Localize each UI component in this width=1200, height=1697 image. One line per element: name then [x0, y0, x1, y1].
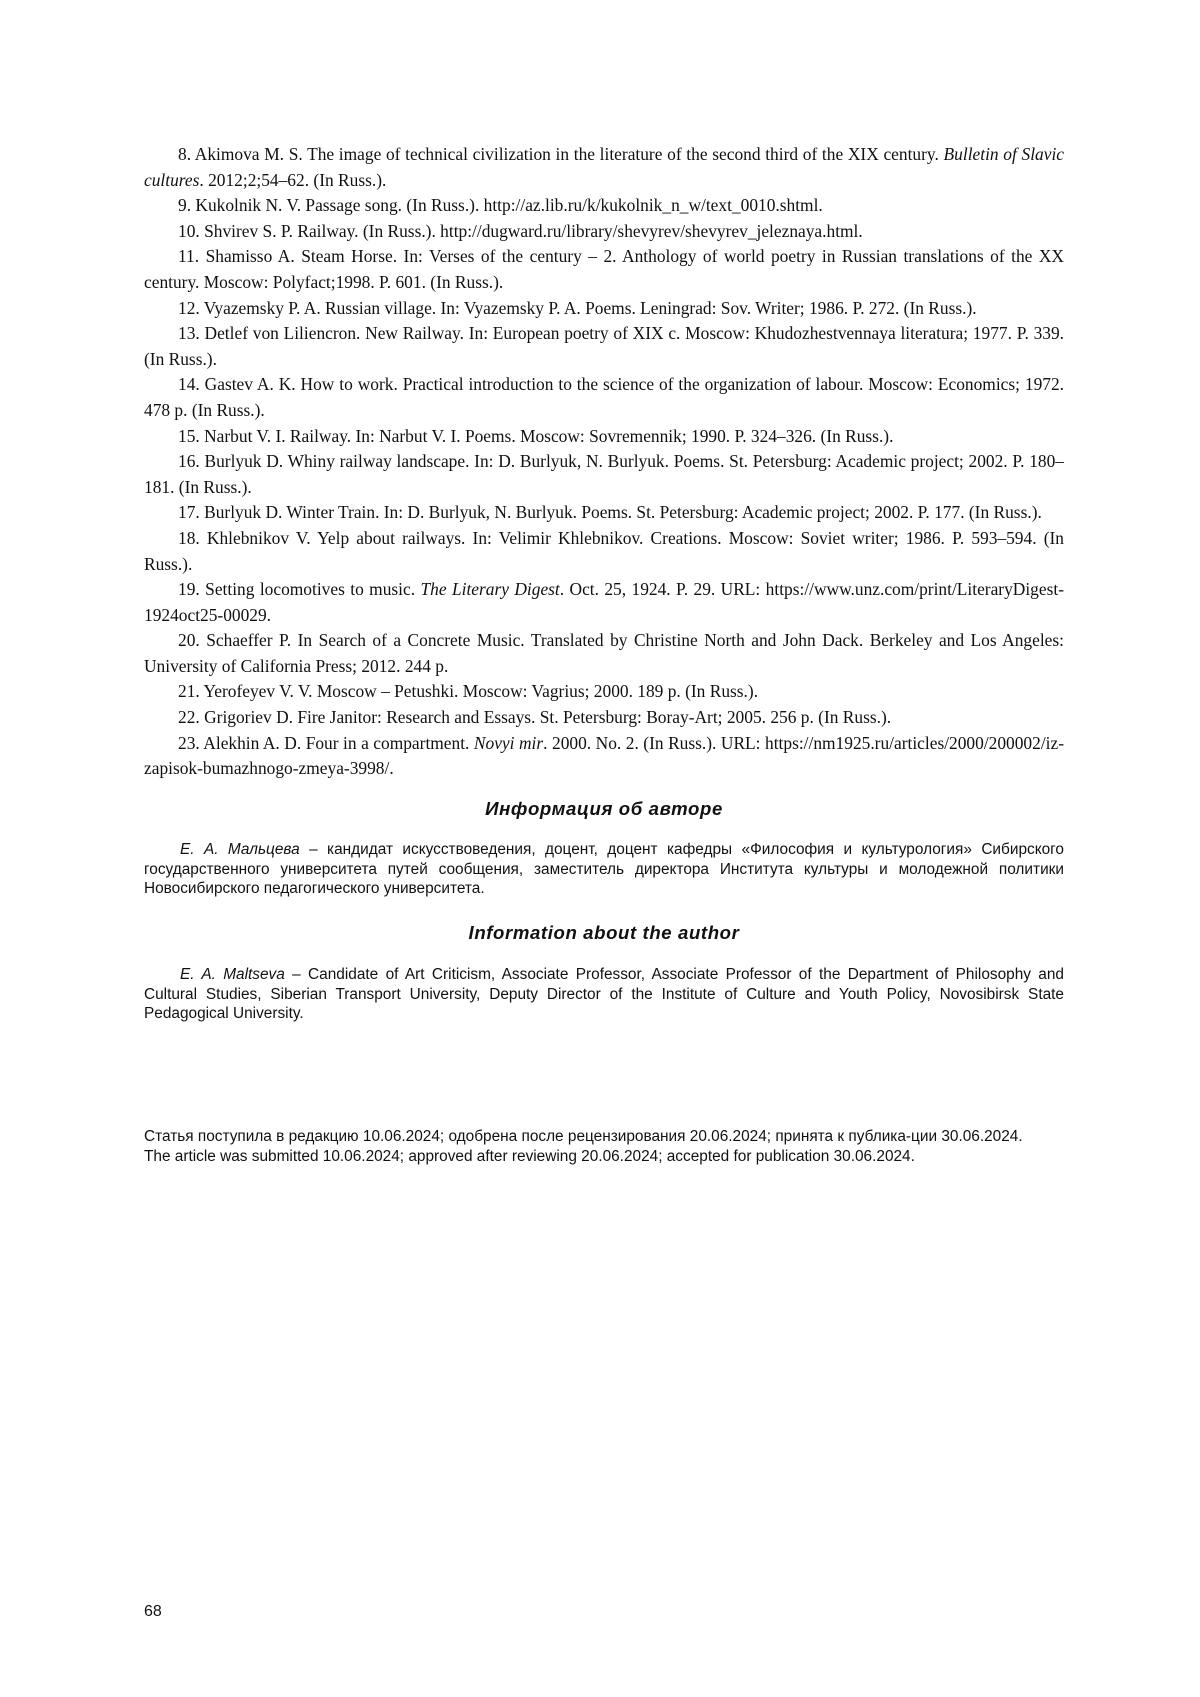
reference-number: 18. [178, 527, 200, 548]
reference-item [144, 577, 1064, 628]
author-name-en: E. A. Maltseva [180, 966, 285, 983]
reference-number: 12. [178, 297, 200, 318]
reference-text: Kukolnik N. V. Passage song. (In Russ.). http://az.lib.ru/k/kukolnik_n_w/text_0010.shtml. [195, 195, 823, 216]
reference-number: 10. [178, 220, 200, 241]
reference-number: 23. [178, 732, 200, 753]
reference-item [144, 731, 1064, 782]
reference-text: Vyazemsky P. A. Russian village. In: Vyazemsky P. A. Poems. Leningrad: Sov. Writer; 1986. P. 272. (In Russ.). [203, 297, 977, 318]
reference-text-tail: . 2000. No. 2. (In Russ.). URL: https://nm1925.ru/articles/2000/200002/iz-zapisok-bumazhnogo-zmeya-3998/. [144, 732, 1064, 779]
reference-text: Shamisso A. Steam Horse. In: Verses of the century – 2. Anthology of world poetry in Russian translations of the XX century. Moscow: Polyfact;1998. P. 601. (In Russ.). [144, 246, 1064, 292]
author-info-heading-en: Information about the author [468, 922, 740, 943]
submission-dates-en: The article was submitted 10.06.2024; approved after reviewing 20.06.2024; accepted for publication 30.06.2024. [144, 1147, 915, 1165]
author-bio-text-ru: – кандидат искусствоведения, доцент, доцент кафедры «Философия и культурология» Сибирского государственного университета путей сообщения, заместитель директора Института культуры и молодежной политики Новосибирского педагогического университета. [144, 841, 1064, 898]
reference-text: Detlef von Liliencron. New Railway. In: European poetry of XIX c. Moscow: Khudozhestvennaya literatura; 1977. P. 339. (In Russ.). [144, 323, 1064, 369]
author-info-ru [144, 840, 1064, 899]
reference-text: Shvirev S. P. Railway. (In Russ.). http://dugward.ru/library/shevyrev/shevyrev_jeleznaya.html. [204, 220, 863, 241]
reference-list [144, 142, 1064, 782]
reference-text: Akimova M. S. The image of technical civilization in the literature of the second third of the XIX century. [194, 144, 939, 164]
reference-item [144, 219, 1064, 245]
reference-text: Grigoriev D. Fire Janitor: Research and Essays. St. Petersburg: Boray-Art; 2005. 256 p. (In Russ.). [204, 707, 892, 728]
reference-text: Yerofeyev V. V. Moscow – Petushki. Moscow: Vagrius; 2000. 189 p. (In Russ.). [203, 681, 759, 702]
reference-item [144, 449, 1064, 500]
reference-number: 21. [178, 681, 200, 702]
reference-item [144, 142, 1064, 193]
reference-text: Burlyuk D. Whiny railway landscape. In: D. Burlyuk, N. Burlyuk. Poems. St. Petersburg: Academic project; 2002. P. 180–181. (In Russ.). [144, 451, 1064, 497]
submission-dates-ru: Статья поступила в редакцию 10.06.2024; одобрена после рецензирования 20.06.2024; принята к публика-ции 30.06.2024. [144, 1128, 1023, 1145]
submission-dates [144, 1127, 1064, 1166]
reference-item [144, 679, 1064, 705]
page-number: 68 [144, 1603, 162, 1620]
reference-number: 8. [178, 144, 192, 164]
reference-number: 16. [178, 451, 200, 472]
reference-number: 15. [178, 425, 200, 446]
reference-text: Schaeffer P. In Search of a Concrete Music. Translated by Christine North and John Dack. Berkeley and Los Angeles: University of California Press; 2012. 244 p. [144, 630, 1064, 676]
reference-italic: Novyi mir [473, 732, 544, 753]
reference-text-tail: . 2012;2;54–62. (In Russ.). [199, 169, 387, 190]
author-bio-ru [144, 840, 1064, 899]
reference-text-tail: . Oct. 25, 1924. P. 29. URL: https://www.unz.com/print/LiteraryDigest-1924oct25-00029. [144, 579, 1064, 625]
author-name-ru: Е. А. Мальцева [180, 841, 300, 858]
reference-number: 20. [178, 630, 200, 651]
reference-item [144, 424, 1064, 450]
reference-item [144, 321, 1064, 372]
author-info-heading-ru: Информация об авторе [485, 798, 723, 819]
reference-number: 22. [178, 707, 200, 728]
reference-text: Alekhin A. D. Four in a compartment. [203, 732, 470, 753]
author-info-en [144, 965, 1064, 1024]
reference-item [144, 705, 1064, 731]
reference-item [144, 372, 1064, 423]
reference-number: 14. [178, 374, 200, 395]
reference-text: Setting locomotives to music. [205, 579, 416, 600]
reference-number: 17. [178, 502, 200, 523]
reference-number: 11. [178, 246, 200, 267]
reference-text: Khlebnikov V. Yelp about railways. In: Velimir Khlebnikov. Creations. Moscow: Soviet writer; 1986. P. 593–594. (In Russ.). [144, 527, 1064, 574]
reference-item [144, 526, 1064, 577]
reference-number: 19. [178, 579, 200, 600]
reference-item [144, 628, 1064, 679]
reference-number: 13. [178, 323, 200, 344]
reference-text: Narbut V. I. Railway. In: Narbut V. I. Poems. Moscow: Sovremennik; 1990. P. 324–326. (In Russ.). [204, 425, 894, 446]
reference-item [144, 244, 1064, 295]
reference-number: 9. [178, 195, 192, 216]
reference-text: Gastev A. K. How to work. Practical introduction to the science of the organization of labour. Moscow: Economics; 1972. 478 p. (In Russ.). [144, 374, 1065, 420]
reference-italic: Bulletin of Slavic cultures [144, 144, 1065, 190]
reference-item [144, 500, 1064, 526]
author-bio-text-en: – Candidate of Art Criticism, Associate Professor, Associate Professor of the Department of Philosophy and Cultural Studies, Siberian Transport University, Deputy Director of the Institute of Culture and Youth Policy, Novosibirsk State Pedagogical University. [144, 966, 1064, 1023]
reference-item [144, 193, 1064, 219]
reference-text: Burlyuk D. Winter Train. In: D. Burlyuk, N. Burlyuk. Poems. St. Petersburg: Academic project; 2002. P. 177. (In Russ.). [204, 502, 1042, 523]
reference-item [144, 296, 1064, 322]
author-bio-en [144, 965, 1064, 1024]
reference-italic: The Literary Digest [420, 579, 560, 600]
